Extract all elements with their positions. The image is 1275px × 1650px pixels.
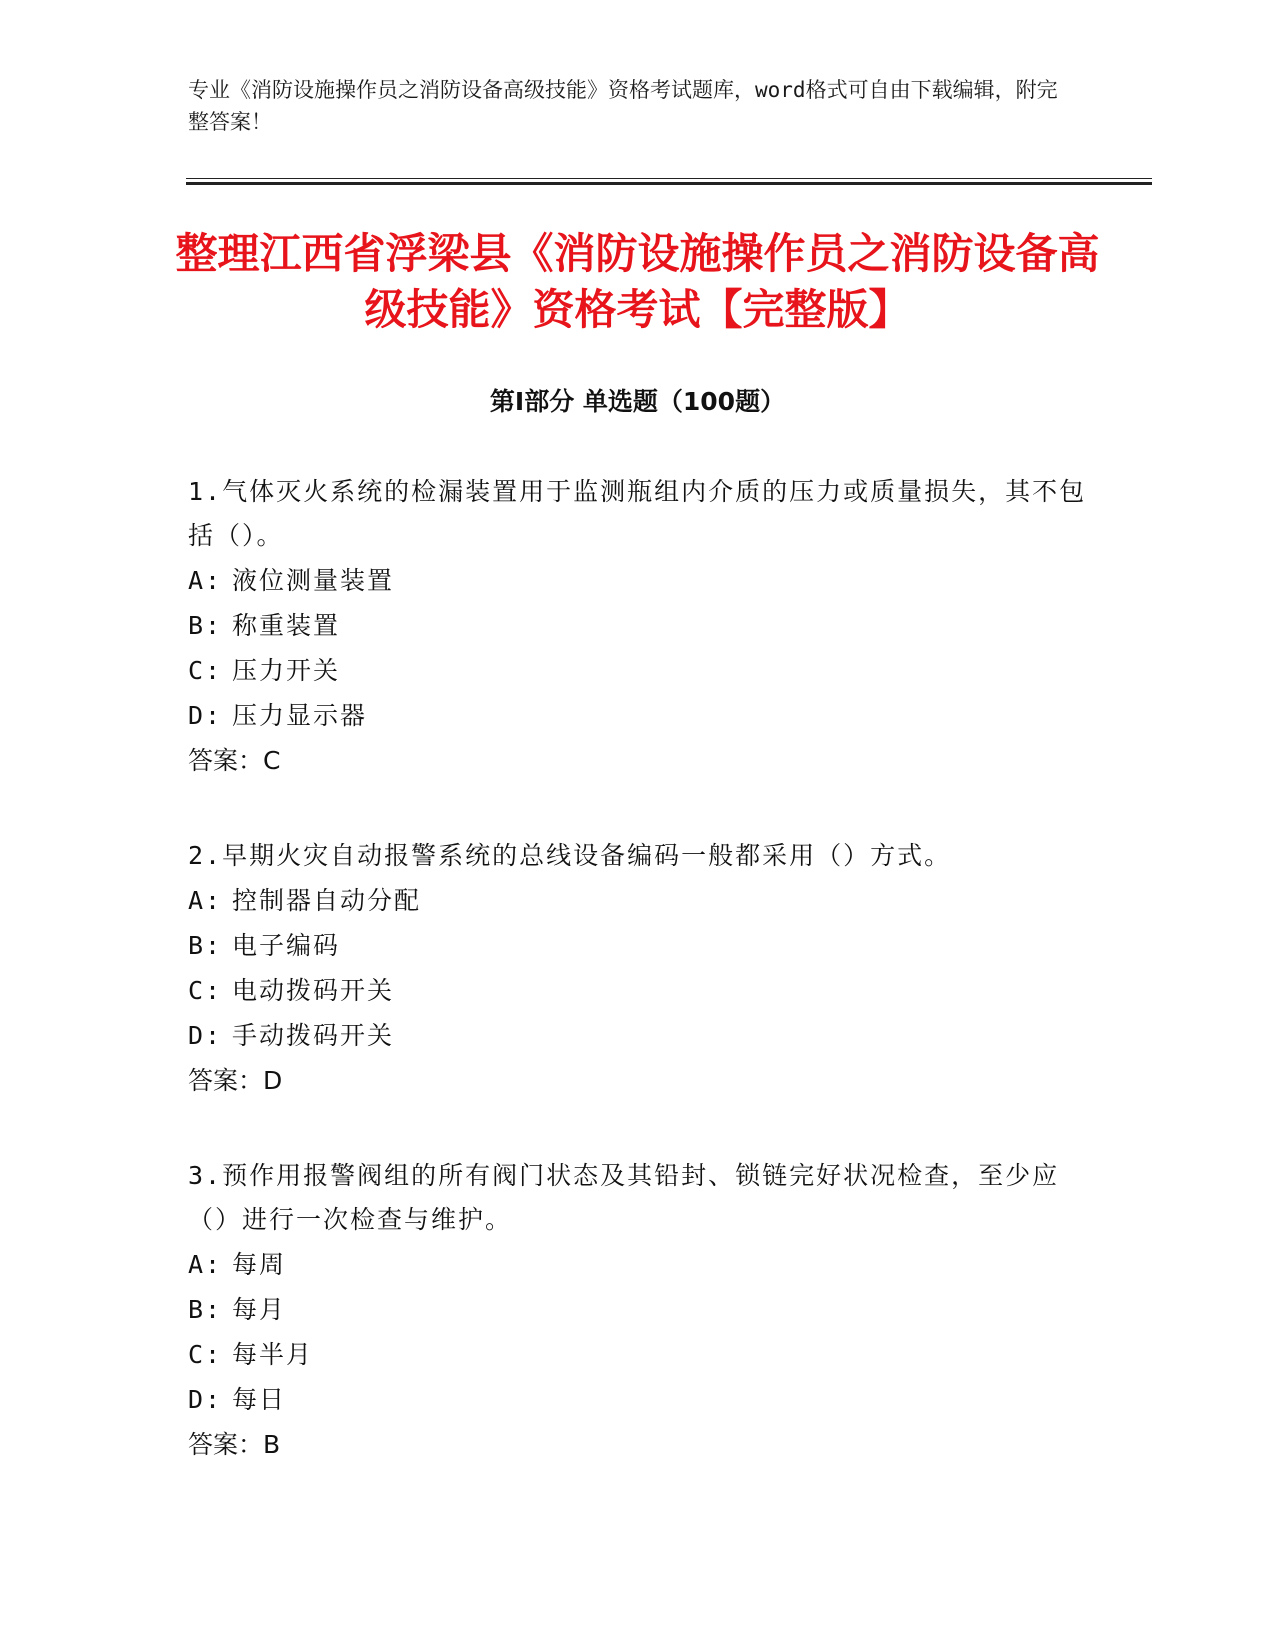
option-letter: D: xyxy=(188,1021,223,1050)
option-text: 压力显示器 xyxy=(232,701,368,730)
option-a xyxy=(188,1242,1088,1287)
option-text: 每日 xyxy=(232,1385,287,1414)
option-text: 每月 xyxy=(232,1295,287,1324)
option-c xyxy=(188,648,1088,693)
option-text: 手动拨码开关 xyxy=(232,1021,395,1050)
answer-value: B xyxy=(263,1430,281,1459)
option-letter: D: xyxy=(188,701,223,730)
answer-line xyxy=(188,1058,1088,1104)
question-1 xyxy=(188,470,1088,784)
option-letter: A: xyxy=(188,566,223,595)
option-b xyxy=(188,1287,1088,1332)
header-rule-thick xyxy=(186,182,1152,185)
option-c xyxy=(188,968,1088,1013)
option-letter: B: xyxy=(188,1295,223,1324)
option-b xyxy=(188,923,1088,968)
option-letter: B: xyxy=(188,931,223,960)
document-title: 整理江西省浮梁县《消防设施操作员之消防设备高级技能》资格考试【完整版】 xyxy=(175,229,1100,334)
answer-label: 答案： xyxy=(188,1430,264,1459)
option-letter: A: xyxy=(188,886,223,915)
header-note: 专业《消防设施操作员之消防设备高级技能》资格考试题库，word格式可自由下载编辑，附完整答案！ xyxy=(188,78,1058,134)
section-heading: 第Ⅰ部分 单选题（100题） xyxy=(489,387,786,416)
option-a xyxy=(188,878,1088,923)
option-text: 电子编码 xyxy=(232,931,341,960)
answer-line xyxy=(188,1422,1088,1468)
question-3 xyxy=(188,1154,1088,1468)
option-text: 压力开关 xyxy=(232,656,341,685)
option-d xyxy=(188,693,1088,738)
option-letter: A: xyxy=(188,1250,223,1279)
option-letter: D: xyxy=(188,1385,223,1414)
question-2 xyxy=(188,834,1088,1104)
option-letter: B: xyxy=(188,611,223,640)
option-text: 每半月 xyxy=(232,1340,314,1369)
option-letter: C: xyxy=(188,976,223,1005)
option-text: 称重装置 xyxy=(232,611,341,640)
option-c xyxy=(188,1332,1088,1377)
option-d xyxy=(188,1377,1088,1422)
answer-label: 答案： xyxy=(188,746,264,775)
option-text: 每周 xyxy=(232,1250,287,1279)
answer-value: D xyxy=(263,1066,283,1095)
option-b xyxy=(188,603,1088,648)
option-letter: C: xyxy=(188,656,223,685)
question-stem: 3.预作用报警阀组的所有阀门状态及其铅封、锁链完好状况检查，至少应（）进行一次检查与维护。 xyxy=(188,1161,1060,1234)
answer-value: C xyxy=(263,746,281,775)
option-letter: C: xyxy=(188,1340,223,1369)
option-d xyxy=(188,1013,1088,1058)
answer-line xyxy=(188,738,1088,784)
header-rule-thin xyxy=(186,178,1152,179)
answer-label: 答案： xyxy=(188,1066,264,1095)
option-a xyxy=(188,558,1088,603)
option-text: 液位测量装置 xyxy=(232,566,395,595)
option-text: 控制器自动分配 xyxy=(232,886,422,915)
question-stem: 1.气体灭火系统的检漏装置用于监测瓶组内介质的压力或质量损失，其不包括（）。 xyxy=(188,477,1087,550)
option-text: 电动拨码开关 xyxy=(232,976,395,1005)
question-stem: 2.早期火灾自动报警系统的总线设备编码一般都采用（）方式。 xyxy=(188,841,952,870)
